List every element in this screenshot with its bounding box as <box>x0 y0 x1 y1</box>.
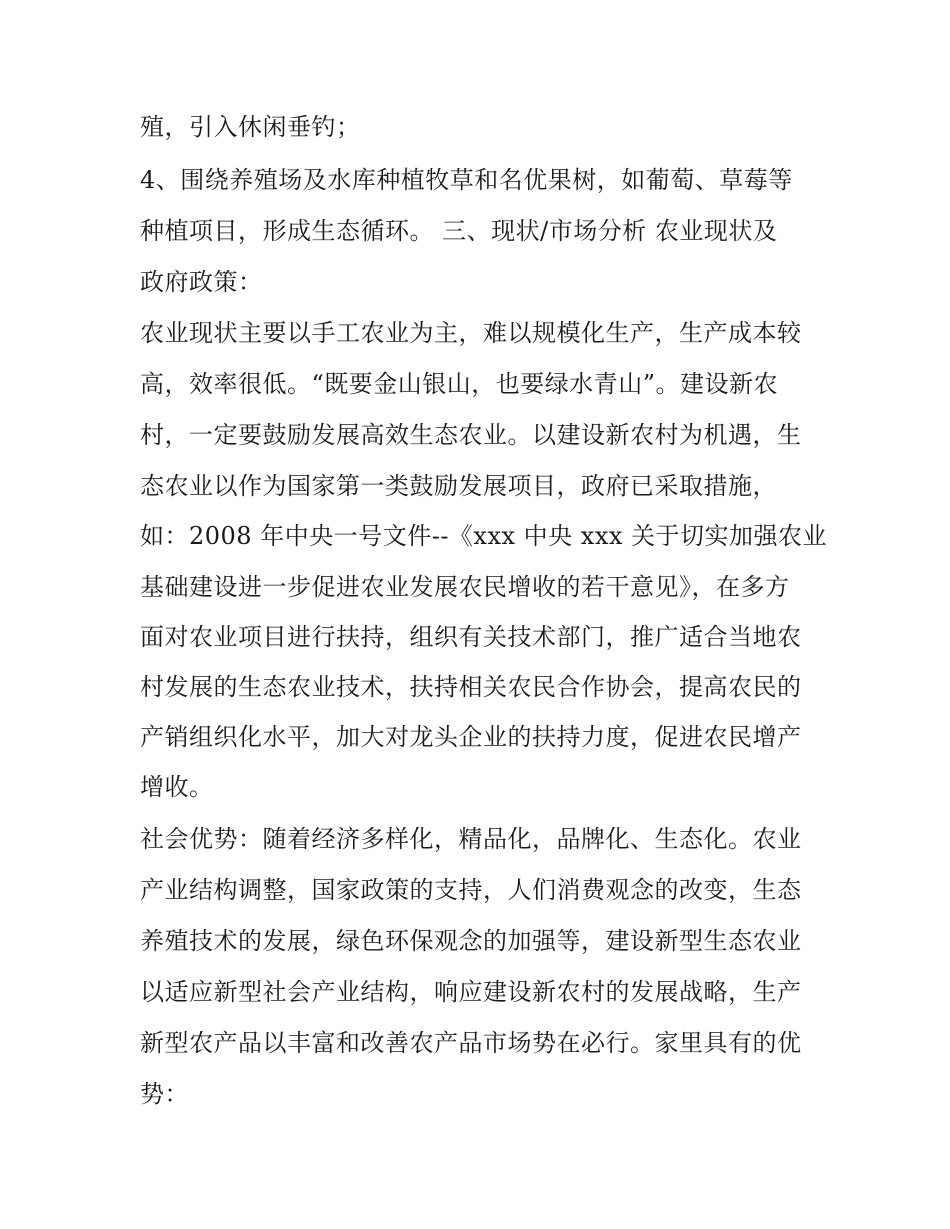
text-line: 政府政策： <box>140 268 263 296</box>
text-line: 4、围绕养殖场及水库种植牧草和名优果树，如葡萄、草莓等 <box>140 166 793 194</box>
text-line: 以适应新型社会产业结构，响应建设新农村的发展战略，生产 <box>140 978 802 1006</box>
text-line: 新型农产品以丰富和改善农产品市场势在必行。家里具有的优 <box>140 1029 802 1057</box>
text-line: 村，一定要鼓励发展高效生态农业。以建设新农村为机遇，生 <box>140 421 802 449</box>
text-line: 面对农业项目进行扶持，组织有关技术部门，推广适合当地农 <box>140 623 802 651</box>
text-line: 养殖技术的发展，绿色环保观念的加强等，建设新型生态农业 <box>140 927 802 955</box>
text-line: 产业结构调整，国家政策的支持，人们消费观念的改变，生态 <box>140 876 802 904</box>
text-line: 村发展的生态农业技术，扶持相关农民合作协会，提高农民的 <box>140 673 802 701</box>
text-line: 社会优势：随着经济多样化，精品化，品牌化、生态化。农业 <box>140 825 802 853</box>
text-line: 增收。 <box>140 773 214 801</box>
text-line: 态农业以作为国家第一类鼓励发展项目，政府已采取措施， <box>140 472 777 500</box>
text-line: 基础建设进一步促进农业发展农民增收的若干意见》，在多方 <box>140 573 790 601</box>
text-line: 如：2008 年中央一号文件--《xxx 中央 xxx 关于切实加强农业 <box>140 522 828 550</box>
text-line: 殖，引入休闲垂钓； <box>140 113 361 141</box>
text-line: 势： <box>140 1080 189 1108</box>
text-line: 产销组织化水平，加大对龙头企业的扶持力度，促进农民增产 <box>140 723 802 751</box>
text-line: 农业现状主要以手工农业为主，难以规模化生产，生产成本较 <box>140 319 802 347</box>
text-line: 种植项目，形成生态循环。 三、现状/市场分析 农业现状及 <box>140 217 778 245</box>
text-line: 高，效率很低。“既要金山银山，也要绿水青山”。建设新农 <box>140 370 779 398</box>
